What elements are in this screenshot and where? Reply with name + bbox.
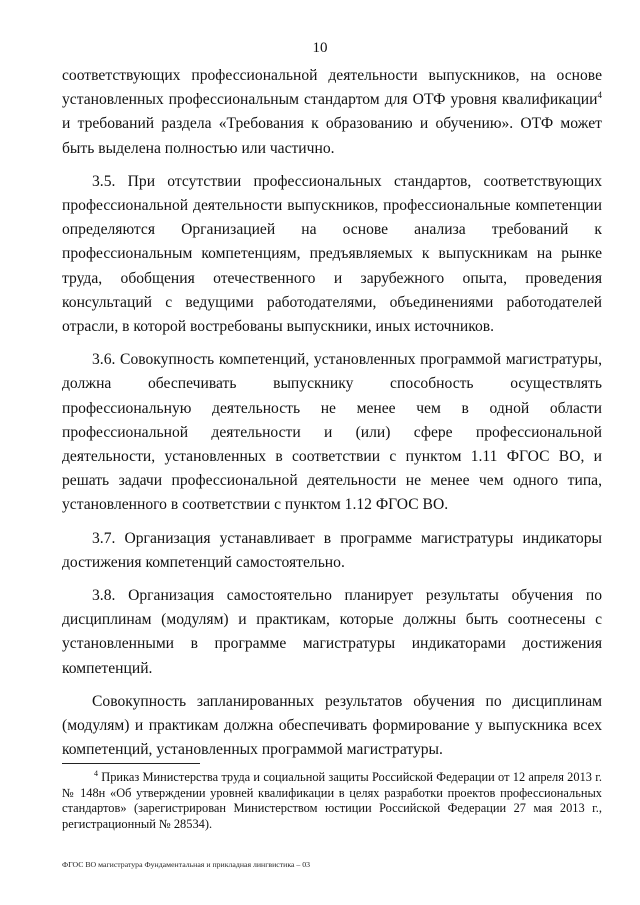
paragraph-text-tail: и требований раздела «Требования к образованию и обучению». ОТФ может быть выделена полностью или частично.: [62, 115, 602, 157]
paragraph-text: соответствующих профессиональной деятельности выпускников, на основе установленных профессиональным стандартом для ОТФ уровня квалификации: [62, 67, 602, 109]
document-footer: ФГОС ВО магистратура Фундаментальная и прикладная лингвистика – 03: [62, 860, 311, 869]
page-number: 10: [312, 40, 328, 56]
paragraph-3-7: 3.7. Организация устанавливает в программе магистратуры индикаторы достижения компетенций самостоятельно.: [62, 529, 602, 571]
paragraph-3-6: 3.6. Совокупность компетенций, установленных программой магистратуры, должна обеспечивать выпускнику способность осуществлять профессиональную деятельность не менее чем в одной области профессиональной деятельности и (или) сфере профессиональной деятельности, установленных в соответствии с пунктом 1.11 ФГОС ВО, и решать задачи профессиональной деятельности не менее чем одного типа, установленного в соответствии с пунктом 1.12 ФГОС ВО.: [62, 351, 602, 514]
paragraph-3-8: 3.8. Организация самостоятельно планирует результаты обучения по дисциплинам (модулям) и практикам, которые должны быть соотнесены с установленными в программе магистратуры индикаторами достижения компетенций.: [62, 587, 602, 677]
paragraph-summary: Совокупность запланированных результатов обучения по дисциплинам (модулям) и практикам должна обеспечивать формирование у выпускника всех компетенций, установленных программой магистратуры.: [62, 692, 602, 759]
footnote-reference: 4: [597, 90, 602, 101]
paragraph-3-5: 3.5. При отсутствии профессиональных стандартов, соответствующих профессиональной деятельности выпускников, профессиональные компетенции определяются Организацией на основе анализа требований к профессиональным компетенциям, предъявляемых к выпускникам на рынке труда, обобщения отечественного и зарубежного опыта, проведения консультаций с ведущими работодателями, объединениями работодателей отрасли, в которой востребованы выпускники, иных источников.: [62, 172, 602, 336]
paragraph-continuation: [62, 64, 602, 161]
footnote-text: Приказ Министерства труда и социальной защиты Российской Федерации от 12 апреля 2013 г. № 148н «Об утверждении уровней квалификации в целях разработки проектов профессиональных стандартов» (зарегистрирован Министерством юстиции Российской Федерации 27 мая 2013 г., регистрационный № 28534).: [62, 770, 602, 831]
footnote-marker: 4: [94, 768, 98, 778]
footnote: [62, 770, 602, 832]
footnote-separator: [62, 763, 200, 764]
document-body: [62, 64, 602, 762]
